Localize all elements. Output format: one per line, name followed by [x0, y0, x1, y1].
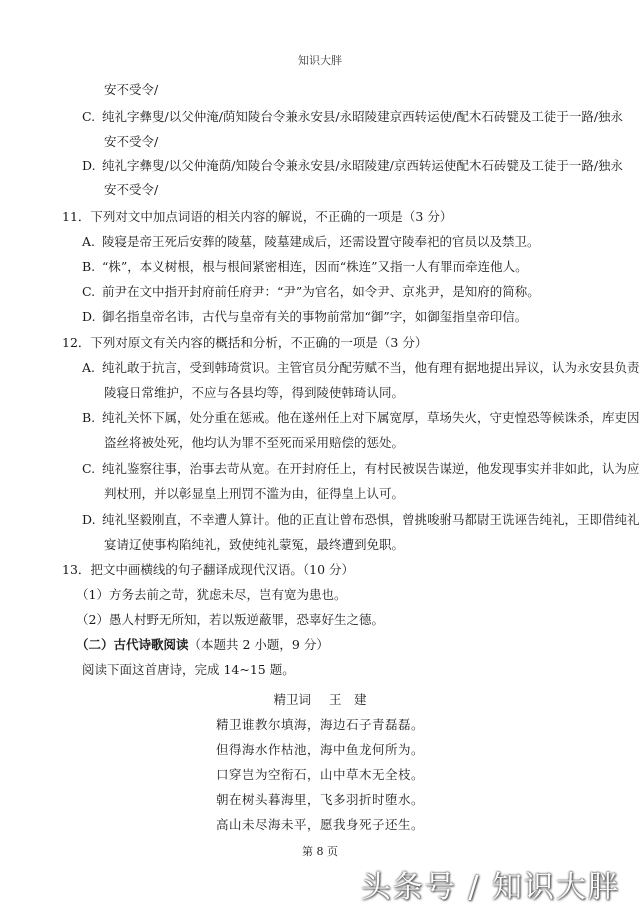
option-text: 御名指皇帝名讳，古代与皇帝有关的事物前常加“御”字，如御玺指皇帝印信。	[102, 309, 528, 324]
option-text: 陵寝是帝王死后安葬的陵墓，陵墓建成后，还需设置守陵奉祀的官员以及禁卫。	[102, 234, 540, 249]
option-label: D.	[82, 309, 96, 324]
option-label: C.	[82, 461, 96, 476]
option-label: B.	[82, 259, 96, 274]
question-11-stem: 11．下列对文中加点词语的相关内容的解说，不正确的一项是（3 分）	[62, 209, 453, 224]
option-continuation: 安不受令/	[104, 82, 159, 97]
question-12-stem: 12．下列对原文有关内容的概括和分析，不正确的一项是（3 分）	[62, 335, 428, 350]
q12-option-d	[82, 512, 640, 528]
q12-option-c-cont: 判杖刑，并以彰显皇上刑罚不滥为由，征得皇上认可。	[104, 486, 405, 501]
poem-line: 但得海水作枯池，海中鱼龙何所为。	[215, 742, 424, 757]
section-title: （二）古代诗歌阅读	[76, 637, 189, 652]
option-continuation: 安不受令/	[104, 182, 159, 197]
q11-option-d	[82, 309, 527, 325]
option-label: D.	[82, 158, 96, 173]
option-text: 前尹在文中指开封府前任府尹：“尹”为官名，如令尹、京兆尹，是知府的简称。	[102, 284, 540, 299]
section-note: （本题共 2 小题，9 分）	[188, 637, 329, 652]
page-header: 知识大胖	[298, 54, 342, 67]
q12-option-d-cont: 宴请辽使事构陷纯礼，致使纯礼蒙冤，最终遭到免职。	[104, 537, 405, 552]
poem-title: 精卫词	[273, 692, 311, 707]
option-text: 纯礼关怀下属，处分重在惩戒。他在遂州任上对下属宽厚，草场失火，守吏惶恐等候诛杀，库吏因	[102, 410, 640, 425]
q11-option-c	[82, 284, 540, 300]
option-text: 纯礼字彝叟/以父仲淹/荫知陵台令兼永安县/永昭陵建京西转运使/配木石砖甓及工徒于一路/独永	[102, 109, 624, 124]
option-label: C.	[82, 109, 96, 124]
option-text: 纯礼鉴察往事，治事去苛从宽。在开封府任上，有村民被误告谋逆，他发现事实并非如此，认为应	[102, 461, 640, 476]
option-text: 纯礼敢于抗言，受到韩琦赏识。主管官员分配劳赋不当，他有理有据地提出异议，认为永安县负责	[102, 360, 640, 375]
q12-option-a-cont: 陵寝日常维护，不应与各县均等，得到陵使韩琦认同。	[104, 385, 405, 400]
option-text: “株”，本义树根，根与根间紧密相连，因而“株连”又指一人有罪而牵连他人。	[102, 259, 528, 274]
question-13-stem: 13．把文中画横线的句子翻译成现代汉语。（10 分）	[62, 562, 355, 577]
poem-author: 王 建	[329, 692, 367, 707]
q12-option-a	[82, 360, 640, 376]
q12-option-b-cont: 盗丝将被处死，他均认为罪不至死而采用赔偿的惩处。	[104, 435, 405, 450]
option-d	[82, 158, 623, 174]
option-text: 纯礼字彝叟/以父仲淹荫/知陵台令兼永安县/永昭陵建/京西转运使配木石砖甓及工徒于一路/独永	[102, 158, 624, 173]
q13-item-2: （2）愚人村野无所知，若以叛逆蔽罪，恐辜好生之德。	[76, 612, 384, 627]
option-label: B.	[82, 410, 96, 425]
poem-line: 口穿岂为空衔石，山中草木无全枝。	[215, 767, 424, 782]
option-c	[82, 109, 623, 125]
poem-line: 精卫谁教尔填海，海边石子青磊磊。	[215, 717, 424, 732]
q11-option-a	[82, 234, 540, 250]
q11-option-b	[82, 259, 528, 275]
option-label: C.	[82, 284, 96, 299]
q13-item-1: （1）方务去前之苛，犹虑未尽，岂有宽为患也。	[76, 587, 347, 602]
poem-heading	[0, 690, 640, 708]
page-number: 第 8 页	[302, 845, 338, 858]
section-intro: 阅读下面这首唐诗，完成 14~15 题。	[82, 662, 295, 677]
option-continuation: 安不受令/	[104, 134, 159, 149]
option-label: A.	[82, 360, 96, 375]
q12-option-c	[82, 461, 640, 477]
poem-line: 高山未尽海未平，愿我身死子还生。	[215, 817, 424, 832]
section-heading	[76, 637, 329, 653]
option-text: 纯礼坚毅刚直，不幸遭人算计。他的正直让曾布恐惧，曾挑唆驸马都尉王诜诬告纯礼，王即借纯礼	[102, 512, 640, 527]
watermark: 头条号 / 知识大胖	[360, 870, 620, 905]
poem-line: 朝在树头暮海里，飞多羽折时堕水。	[215, 792, 424, 807]
q12-option-b	[82, 410, 640, 426]
option-label: D.	[82, 512, 96, 527]
option-label: A.	[82, 234, 96, 249]
